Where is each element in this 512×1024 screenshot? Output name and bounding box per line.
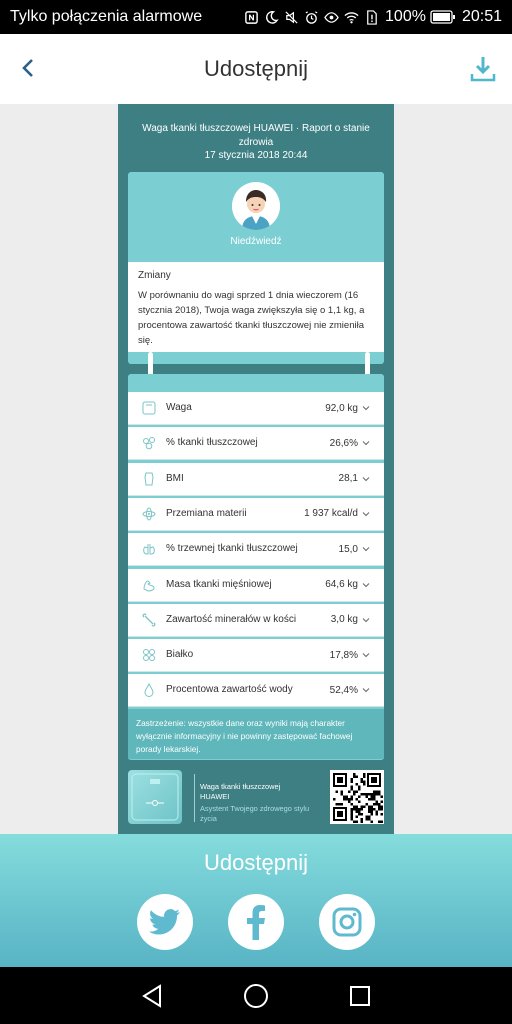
footer-brand: Waga tkanki tłuszczowej HUAWEI xyxy=(200,782,281,801)
report-footer xyxy=(118,768,394,834)
chevron-down-icon xyxy=(362,439,370,447)
share-panel xyxy=(0,834,512,967)
metrics-card xyxy=(128,374,384,760)
profile-card xyxy=(128,172,384,364)
metric-label: Zawartość minerałów w kości xyxy=(166,613,297,625)
square-recents-icon xyxy=(349,985,371,1007)
status-bar xyxy=(0,0,512,34)
muscle-arm-icon xyxy=(142,578,156,592)
metric-value: 3,0 kg xyxy=(330,614,358,626)
clock: 20:51 xyxy=(461,8,502,25)
metric-row[interactable] xyxy=(128,392,384,425)
mute-icon xyxy=(284,10,299,25)
scale-device-icon xyxy=(128,770,182,824)
share-facebook-button[interactable] xyxy=(228,894,284,950)
fat-cells-icon xyxy=(142,436,156,450)
metric-label: Waga xyxy=(166,402,192,413)
chevron-down-icon xyxy=(362,581,370,589)
metric-row[interactable] xyxy=(128,463,384,496)
visceral-lungs-icon xyxy=(142,542,156,556)
share-instagram-button[interactable] xyxy=(319,894,375,950)
metric-value: 1 937 kcal/d xyxy=(304,508,358,520)
report-title: Waga tkanki tłuszczowej HUAWEI · Raport o stanie zdrowia xyxy=(142,123,370,148)
metric-row[interactable] xyxy=(128,427,384,460)
metric-value: 17,8% xyxy=(329,649,358,661)
chevron-down-icon xyxy=(362,686,370,694)
chevron-down-icon xyxy=(362,510,370,518)
scale-image xyxy=(128,770,182,824)
avatar xyxy=(232,182,280,230)
instagram-icon xyxy=(332,907,362,937)
bmi-body-icon xyxy=(142,472,156,486)
chevron-down-icon xyxy=(362,404,370,412)
metric-value: 52,4% xyxy=(329,684,358,696)
moon-icon xyxy=(264,10,279,25)
eye-icon xyxy=(324,10,339,25)
metric-row[interactable] xyxy=(128,604,384,637)
metric-label: BMI xyxy=(166,472,184,484)
metric-row[interactable] xyxy=(128,533,384,566)
download-icon xyxy=(468,54,498,84)
report-date: 17 stycznia 2018 20:44 xyxy=(204,150,308,161)
metric-row[interactable] xyxy=(128,639,384,672)
alarm-icon xyxy=(304,10,319,25)
triangle-back-icon xyxy=(141,984,163,1008)
metric-label: Procentowa zawartość wody xyxy=(166,684,293,696)
qr-code xyxy=(330,770,384,824)
user-avatar-icon xyxy=(232,182,280,230)
facebook-icon xyxy=(246,904,266,940)
changes-text: W porównaniu do wagi sprzed 1 dnia wieczorem (16 stycznia 2018), Twoja waga zwiększyła się o 1,1 kg, a procentowa zawartość tkanki tłuszczowej nie zmieniła się. xyxy=(138,290,365,346)
back-button[interactable] xyxy=(14,54,42,82)
nav-recents-button[interactable] xyxy=(346,982,374,1010)
share-title: Udostępnij xyxy=(204,850,308,875)
battery xyxy=(385,8,456,26)
metric-label: Białko xyxy=(166,649,194,661)
circle-home-icon xyxy=(243,983,269,1009)
status-icons xyxy=(244,10,379,25)
carrier-text: Tylko połączenia alarmowe xyxy=(10,8,203,25)
report-preview[interactable] xyxy=(118,104,394,834)
metric-value: 26,6% xyxy=(329,437,358,449)
scale-icon xyxy=(142,401,156,415)
chevron-down-icon xyxy=(362,545,370,553)
system-nav-bar xyxy=(0,967,512,1024)
page-title: Udostępnij xyxy=(204,56,308,81)
chevron-down-icon xyxy=(362,616,370,624)
metric-row[interactable] xyxy=(128,674,384,707)
metric-value: 92,0 kg xyxy=(325,402,358,414)
metric-value: 15,0 xyxy=(338,543,358,555)
twitter-icon xyxy=(149,908,181,936)
metric-value: 64,6 kg xyxy=(325,579,358,590)
water-drop-icon xyxy=(142,683,156,697)
metric-row[interactable] xyxy=(128,569,384,602)
chevron-down-icon xyxy=(362,651,370,659)
battery-percent: 100% xyxy=(385,8,426,25)
sim-alert-icon xyxy=(364,10,379,25)
protein-molecule-icon xyxy=(142,648,156,662)
footer-tagline: Asystent Twojego zdrowego stylu życia xyxy=(200,804,310,823)
user-name: Niedźwiedź xyxy=(230,236,282,247)
nav-home-button[interactable] xyxy=(242,982,270,1010)
bone-icon xyxy=(142,613,156,627)
download-button[interactable] xyxy=(468,54,498,84)
changes-section xyxy=(128,262,384,352)
metric-row[interactable] xyxy=(128,498,384,531)
top-app-bar xyxy=(0,34,512,104)
report-header xyxy=(118,122,394,163)
metric-label: Masa tkanki mięśniowej xyxy=(166,578,272,590)
nfc-icon xyxy=(244,10,259,25)
metabolism-atom-icon xyxy=(142,507,156,521)
metric-label: % tkanki tłuszczowej xyxy=(166,437,258,449)
changes-title: Zmiany xyxy=(138,270,171,281)
chevron-down-icon xyxy=(362,475,370,483)
footer-divider xyxy=(194,774,195,822)
metric-label: Przemiana materii xyxy=(166,507,247,519)
chevron-left-icon xyxy=(20,58,36,78)
nav-back-button[interactable] xyxy=(138,982,166,1010)
qr-code-icon xyxy=(330,770,384,824)
battery-icon xyxy=(430,10,456,24)
disclaimer: Zastrzeżenie: wszystkie dane oraz wyniki mają charakter wyłącznie informacyjny i nie powinny zastępować fachowej porady lekarskiej. xyxy=(128,709,384,759)
metric-value: 28,1 xyxy=(338,473,358,485)
wifi-icon xyxy=(344,10,359,25)
share-twitter-button[interactable] xyxy=(137,894,193,950)
metric-label: % trzewnej tkanki tłuszczowej xyxy=(166,543,298,555)
